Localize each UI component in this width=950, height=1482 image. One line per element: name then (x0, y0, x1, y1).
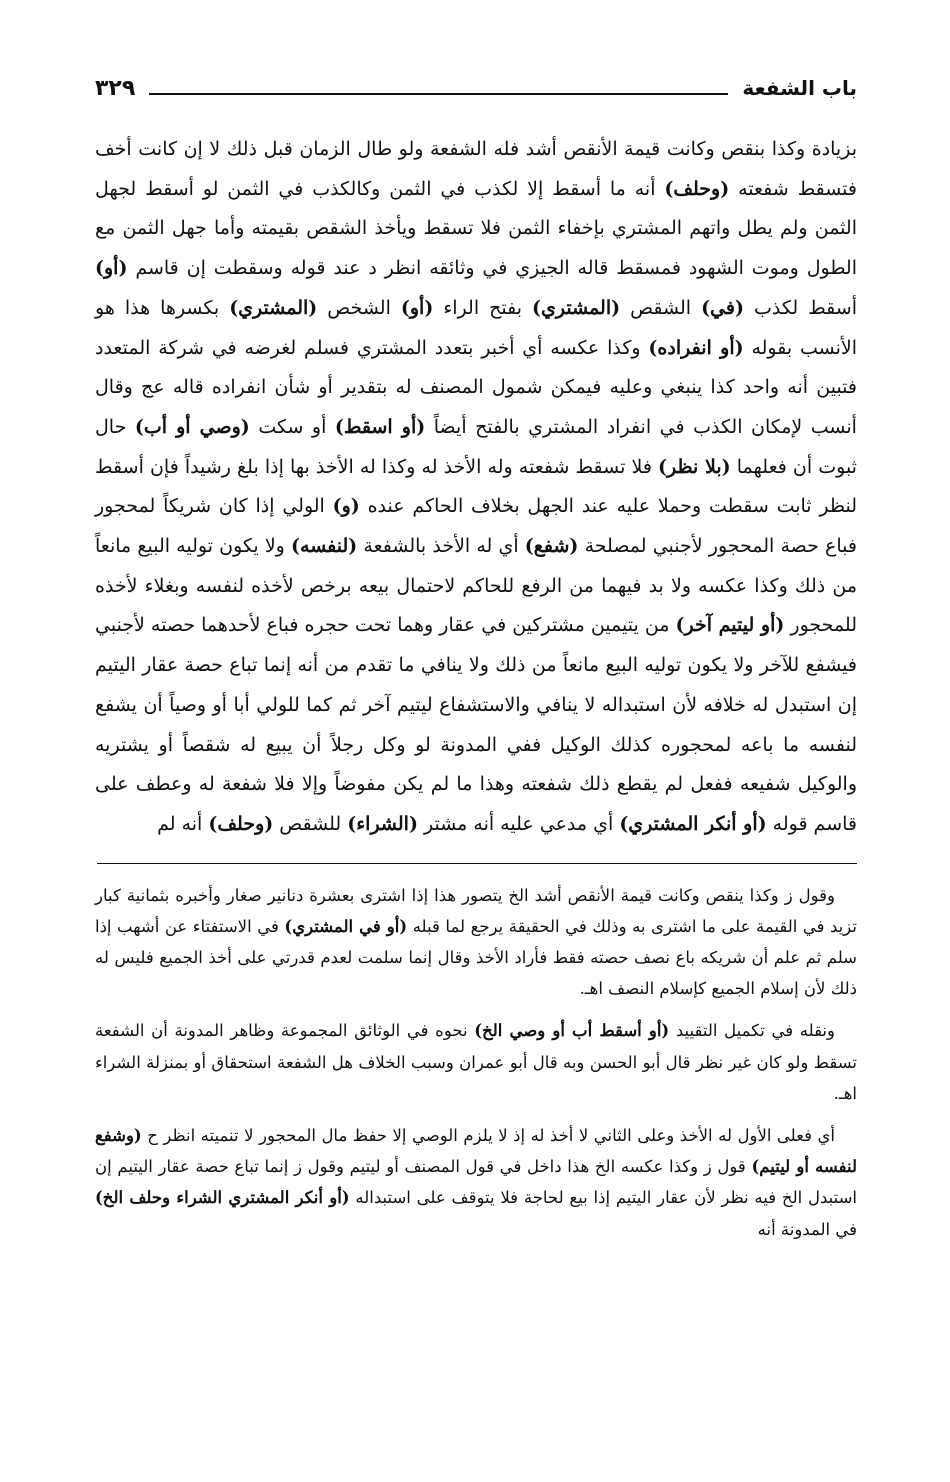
bold-matn-text: (المشتري) (229, 296, 318, 319)
bold-matn-text: (أو أنكر المشتري) (619, 812, 767, 835)
bold-matn-text: (و) (332, 495, 360, 518)
commentary-text: ولا يكون توليه البيع مانعاً من ذلك وكذا عكسه ولا بد فيهما من الرفع للحاكم لاحتمال بيعه برخص لأخذه لنفسه وبغلاء لأخذه للمحجور (95, 535, 857, 637)
commentary-text: حال ثبوت أن فعلهما (95, 415, 857, 478)
bold-matn-text: (أو في المشتري) (284, 916, 408, 936)
commentary-text: من يتيمين مشتركين في عقار وهما تحت حجره فباع لأحدهما حصته لأجنبي فيشفع للآخر ولا يكون توليه البيع مانعاً من ذلك ولا ينافي ما تقدم من أنه إنما تباع حصة عقار اليتيم إن استبدل له خلافه لأن استبداله لا ينافي والاستشفاع ليتيم آخر ثم كما للولي أبا أو وصياً أن يشفع لنفسه ما باعه لمحجوره كذلك الوكيل ففي المدونة لو وكل رجلاً أن يبيع له شقصاً أو يشتريه والوكيل شفيعه ففعل لم يقطع ذلك شفعته وهذا ما لم يكن مفوضاً وإلا فلا شفعة له وعطف على قاسم قوله (95, 614, 857, 835)
commentary-text: بزيادة وكذا بنقص وكانت قيمة الأنقص أشد فله الشفعة ولو طال الزمان قبل ذلك لا إن كانت أخف فتسقط شفعته (95, 138, 858, 200)
bold-matn-text: (وصي أو أب) (134, 415, 250, 438)
commentary-text: أو سكت (249, 415, 335, 438)
footnote-paragraph (95, 1015, 857, 1109)
commentary-text: فلا تسقط شفعته وله الأخذ له وكذا له الأخذ بها إذا بلغ رشيداً فإن أسقط لنظر ثابت سقطت وحملا عليه عند الجهل بخلاف الحاكم عنده (95, 455, 857, 518)
book-page (95, 66, 857, 1446)
bold-matn-text: (وحلف) (208, 812, 274, 835)
commentary-text: أي فعلى الأول له الأخذ وعلى الثاني لا أخذ له إذ لا يلزم الوصي إلا حفظ مال المحجور لا تنميته انظر ح (141, 1126, 835, 1146)
chapter-title: باب الشفعة (742, 76, 857, 100)
bold-matn-text: (أو أنكر المشتري الشراء وحلف الخ) (95, 1188, 350, 1208)
commentary-text: أنه لم (157, 812, 209, 835)
header-rule (149, 93, 728, 95)
commentary-text: وقول ز وكذا ينقص وكانت قيمة الأنقص أشد الخ يتصور هذا إذا اشترى بعشرة دنانير صغار وأخبره بثمانية كبار تزيد في القيمة على ما اشترى به وذلك في الحقيقة يرجع لما قبله (95, 885, 858, 936)
bold-matn-text: (أو) (400, 296, 434, 319)
bold-matn-text: (وحلف) (664, 177, 730, 200)
bold-matn-text: (أو) (95, 257, 128, 280)
commentary-text: الشقص (620, 296, 702, 319)
main-paragraph (95, 130, 857, 845)
commentary-text: وكذا عكسه أي أخبر بتعدد المشتري فسلم لغرضه في شركة المتعدد فتبين أنه واحد كذا ينبغي وعليه فيمكن شمول المصنف له بتقدير أو شأن انفراده قاله عج وقال أنسب لإمكان الكذب في انفراد المشتري بالفتح أيضاً (95, 336, 857, 438)
commentary-text: أسقط لكذب (743, 296, 857, 319)
commentary-text: ونقله في تكميل التقييد (669, 1021, 835, 1041)
bold-matn-text: (شفع) (524, 535, 579, 558)
commentary-text: نحوه في الوثائق المجموعة وظاهر المدونة أن الشفعة تسقط ولو كان غير نظر قال أبو الحسن وبه قال أبو عمران وسبب الخلاف هل الشفعة استحقاق أو بمنزلة الشراء اهـ. (95, 1021, 857, 1103)
bold-matn-text: (لنفسه) (291, 535, 358, 558)
commentary-text: أي له الأخذ بالشفعة (357, 535, 525, 558)
bold-matn-text: (الشراء) (347, 812, 418, 835)
main-text (95, 130, 857, 845)
bold-matn-text: (أو ليتيم آخر) (675, 614, 785, 637)
commentary-text: أي مدعي عليه أنه مشتر (417, 812, 620, 835)
commentary-text: قول ز وكذا عكسه الخ هذا داخل في قول المصنف أو ليتيم وقول ز إنما تباع حصة عقار اليتيم إن استبدل الخ فيه نظر لأن عقار اليتيم إذا بيع لحاجة فلا يتوقف على استبداله (95, 1157, 857, 1208)
bold-matn-text: (أو أسقط أب أو وصي الخ) (474, 1021, 670, 1041)
bold-matn-text: (المشتري) (532, 296, 621, 319)
bold-matn-text: (في) (701, 296, 744, 319)
bold-matn-text: (أو اسقط) (334, 415, 426, 438)
commentary-text: بكسرها هذا هو الأنسب بقوله (95, 296, 857, 359)
footnote-paragraph (95, 880, 857, 1005)
footnote-separator (97, 863, 857, 864)
footnotes-section (95, 880, 857, 1245)
bold-matn-text: (بلا نظر) (658, 455, 731, 478)
footnote-paragraph (95, 1120, 857, 1245)
bold-matn-text: (وشفع لنفسه أو ليتيم) (95, 1126, 858, 1177)
running-header (95, 66, 857, 110)
commentary-text: بفتح الراء (433, 296, 533, 319)
commentary-text: في الاستفتاء عن أشهب إذا سلم ثم علم أن شريكه باع نصف حصته فقط فأراد الأخذ وقال إنما سلمت لعدم قدرتي على أخذ الجميع فليس له ذلك لأن إسلام الجميع كإسلام النصف اهـ. (95, 916, 857, 999)
commentary-text: أنه ما أسقط إلا لكذب في الثمن وكالكذب في الثمن لو أسقط لجهل الثمن ولم يطل واتهم المشتري بإخفاء الثمن فلا تسقط ويأخذ الشقص بقيمته وأما جهل الثمن مع الطول وموت الشهود فمسقط قاله الجيزي في وثائقه انظر د عند قوله وسقطت إن قاسم (95, 177, 857, 280)
commentary-text: للشقص (273, 812, 348, 835)
commentary-text: الولي إذا كان شريكاً لمحجور فباع حصة المحجور لأجنبي لمصلحة (95, 495, 858, 558)
bold-matn-text: (أو انفراده) (648, 336, 744, 359)
page-number: ٣٢٩ (95, 75, 136, 101)
commentary-text: الشخص (317, 296, 401, 319)
commentary-text: في المدونة أنه (757, 1219, 857, 1239)
